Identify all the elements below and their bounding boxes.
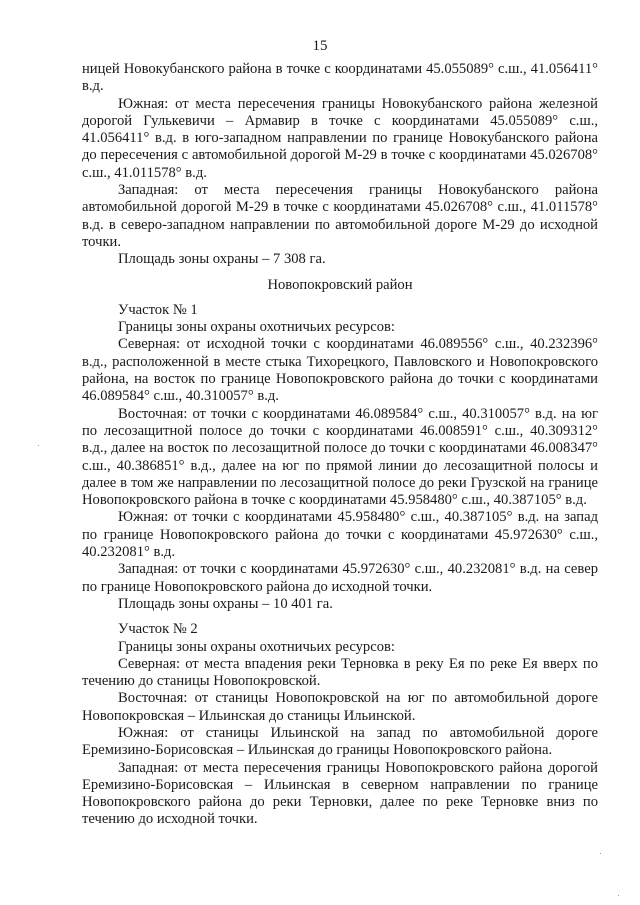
plot-heading-2: Участок № 2 <box>118 621 198 638</box>
paragraph-protection-area: Площадь зоны охраны – 7 308 га. <box>118 251 326 268</box>
page-number: 15 <box>312 38 328 54</box>
paragraph-east-boundary-2: Восточная: от станицы Новопокровской на юг по автомобильной дороге Новопокровская – Ильинская до станицы Ильинской. <box>82 690 598 724</box>
paragraph-west-boundary: Западная: от места пересечения границы Новокубанского района автомобильной дорогой М-29 в точке с координатами 45.026708° с.ш., 41.011578° в.д. в северо-западном направлении по автомобильной дороге М-29 до исходной точки. <box>82 182 598 250</box>
document-body <box>82 61 598 829</box>
paragraph-west-boundary-1: Западная: от точки с координатами 45.972630° с.ш., 40.232081° в.д. на север по границе Новопокровского района до исходной точки. <box>82 561 598 595</box>
paragraph-east-boundary-1: Восточная: от точки с координатами 46.089584° с.ш., 40.310057° в.д. на юг по лесозащитной полосе до точки с координатами 46.008591° с.ш., 40.309312° в.д., далее на восток по лесозащитной полосе до точки с координатами 46.008347° с.ш., 40.386851° в.д., далее на юг по прямой линии до лесозащитной полосы и далее в том же направлении по лесозащитной полосе до реки Грузской на границе Новопокровского района в точке с координатами 45.958480° с.ш., 40.387105° в.д. <box>82 405 598 509</box>
paragraph-boundaries-intro-1: Границы зоны охраны охотничьих ресурсов: <box>118 319 395 336</box>
paragraph-south-boundary-1: Южная: от точки с координатами 45.958480° с.ш., 40.387105° в.д. на запад по границе Новопокровского района до точки с координатами 45.972630° с.ш., 40.232081° в.д. <box>82 509 598 561</box>
paragraph-north-boundary-2: Северная: от места впадения реки Терновка в реку Ея по реке Ея вверх по течению до станицы Новопокровской. <box>82 655 598 690</box>
paragraph-south-boundary: Южная: от места пересечения границы Новокубанского района железной дорогой Гулькевичи – Армавир в точке с координатами 45.055089° с.ш., 41.056411° в.д. в юго-западном направлении по границе Новокубанского района до пересечения с автомобильной дорогой М-29 в точке с координатами 45.026708° с.ш., 41.011578° в.д. <box>82 95 598 181</box>
paragraph-boundaries-intro-2: Границы зоны охраны охотничьих ресурсов: <box>118 638 395 655</box>
paragraph-continuation: ницей Новокубанского района в точке с координатами 45.055089° с.ш., 41.056411° в.д. <box>82 61 598 95</box>
paragraph-protection-area-1: Площадь зоны охраны – 10 401 га. <box>118 595 333 612</box>
paragraph-north-boundary-1: Северная: от исходной точки с координатами 46.089556° с.ш., 40.232396° в.д., расположенной в месте стыка Тихорецкого, Павловского и Новопокровского района, на восток по границе Новопокровского района до точки с координатами 46.089584° с.ш., 40.310057° в.д. <box>82 336 598 405</box>
plot-heading-1: Участок № 1 <box>118 301 198 318</box>
scan-speck <box>38 445 39 446</box>
paragraph-south-boundary-2: Южная: от станицы Ильинской на запад по автомобильной дороге Еремизино-Борисовская – Ильинская до границы Новопокровского района. <box>82 724 598 759</box>
section-heading-district: Новопокровский район <box>267 276 413 293</box>
scan-speck <box>600 853 601 854</box>
paragraph-west-boundary-2: Западная: от места пересечения границы Новопокровского района дорогой Еремизино-Борисовская – Ильинская в северном направлении по границе Новопокровского района до реки Терновки, далее по реке Терновке вниз по течению до исходной точки. <box>82 759 598 828</box>
scan-speck <box>618 895 619 896</box>
